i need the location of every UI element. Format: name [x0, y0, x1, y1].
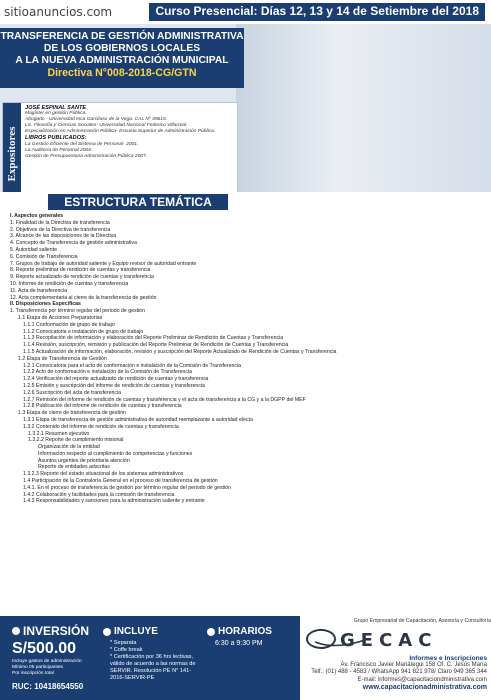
- topic-item: 1. Transferencia por término regular del periodo de gestión: [10, 308, 145, 315]
- bullet-icon: [103, 628, 111, 636]
- horario-time: 6:30 a 9:30 PM: [215, 640, 263, 647]
- expositor-line: Especialización en Administración Pública- Escuela Superior de Administración Pública.: [25, 129, 216, 135]
- topic-item: 1.3.2.3 Reporte del estado situacional de los sistemas administrativos: [23, 471, 184, 478]
- topic-item: 11. Acta de transferencia: [10, 287, 68, 294]
- topic-item: 1.2.1 Convocatoria para el acto de conformación e instalación de la Comisión de Transferencia: [23, 362, 241, 369]
- incluye-heading: [103, 626, 158, 637]
- topic-item: Información respecto al cumplimiento de competencias y funciones: [38, 450, 193, 457]
- topic-item: Reporte de entidades adscritas: [38, 464, 110, 471]
- topic-item: 1.1.1 Conformación de grupo de trabajo: [23, 321, 115, 328]
- org-name: Grupo Empresarial de Capacitación, Asesoría y Consultoría: [353, 618, 491, 624]
- bullet-icon: [207, 628, 215, 636]
- topic-item: 12. Acta complementaria al cierre de la transferencia de gestión: [10, 294, 157, 301]
- topic-item: 3. Alcance de las disposiciones de la Directiva: [10, 233, 117, 240]
- topic-item: 1.2.6 Suscripción del acta de transferencia: [23, 389, 122, 396]
- topic-item: 1.2.4 Verificación del reporte actualizado de rendición de cuentas y transferencia: [23, 376, 209, 383]
- topic-item: Asuntos urgentes de prioritaria atención: [38, 457, 130, 464]
- incluye-list: [110, 640, 205, 682]
- inversion-note: Incluye gastos de administración: [12, 659, 82, 664]
- inversion-heading: [12, 624, 89, 638]
- topic-item: 1.3.1 Etapa de transferencia de gestión administrativa de autoridad reemplazante a autoridad electa: [23, 416, 253, 423]
- expositor-name: JOSÉ ESPINAL SANTE: [25, 105, 87, 111]
- contact-info: [297, 655, 487, 691]
- topic-item: 1.4.3 Responsabilidades y sanciones para la administración saliente y entrante: [23, 498, 205, 505]
- topic-item: 4. Concepto de Transferencia de gestión administrativa: [10, 240, 137, 247]
- info-panel: [0, 616, 300, 700]
- incluye-item: * Separata: [110, 640, 137, 646]
- bullet-icon: [12, 627, 20, 635]
- expositor-line: Magíster en gestión Pública.: [25, 111, 87, 117]
- inscripciones-heading: Informes e Inscripciones: [409, 655, 487, 662]
- expositor-line: Gestión de Presupuestaria Administración Pública 2007.: [25, 153, 148, 159]
- topic-item: 1.4 Participación de la Contraloría General en el proceso de transferencia de gestión: [23, 478, 218, 485]
- header-photo: [236, 24, 491, 192]
- address: Av. Francisco Javier Mariátegui 158 Of. C. Jesús María: [340, 662, 487, 669]
- expositores-label: Expositores: [6, 126, 18, 182]
- topic-item: I. Aspectos generales: [10, 213, 64, 219]
- footer: [0, 616, 491, 700]
- topic-item: 2. Objetivos de la Directiva de transferencia: [10, 226, 111, 233]
- topic-item: 1.1.4 Revisión, suscripción, remisión y publicación del Reporte Preliminar de Rendición de Cuentas y Transferencia: [23, 342, 289, 349]
- email: E-mail: informes@capacitaciondministrativa.com: [357, 676, 487, 683]
- topic-item: 1.3 Etapa de cierre de transferencia de gestión: [18, 410, 126, 417]
- incluye-label: INCLUYE: [114, 626, 158, 637]
- topic-item: 1.1 Etapa de Acciones Preparatorias: [18, 314, 103, 321]
- header: [0, 24, 491, 192]
- topic-item: 1.3.2 Contenido del informe de rendición de cuentas y transferencia: [23, 423, 179, 430]
- topic-item: 1. Finalidad de la Directiva de transferencia: [10, 219, 110, 226]
- website-link[interactable]: www.capacitacionadministrativa.com: [362, 683, 487, 691]
- topic-item: 10. Informe de rendición de cuentas y transferencia: [10, 280, 129, 287]
- title-line-3: A LA NUEVA ADMINISTRACIÓN MUNICIPAL: [15, 55, 229, 66]
- incluye-item: * Coffe break: [110, 647, 143, 653]
- inversion-note: Mínimo 05 participantes: [12, 665, 63, 670]
- topic-item: 1.2 Etapa de Transferencia de Gestión: [18, 355, 107, 362]
- horarios-heading: [207, 626, 272, 637]
- topic-item: 9. Reporte actualizado de rendición de cuentas y transferencia: [10, 274, 154, 281]
- topic-item: 1.3.2.1 Resumen ejecutivo: [28, 430, 90, 437]
- topic-item: 1.2.7 Remisión del informe de rendición de cuentas y transferencia y el acta de transferencia a la CG y a la DGPP del MEF: [23, 396, 306, 403]
- topic-item: II. Disposiciones Específicas: [10, 301, 81, 308]
- inversion-notes: [12, 659, 100, 677]
- expositores-tag: [3, 103, 21, 192]
- incluye-item: * Certificación por 36 hrs lectivas, válido de acuerdo a las normas de SERVIR. Resolución PE N° 141-2016-SERVIR-PE: [110, 654, 196, 681]
- topic-item: 1.4.1. En el proceso de transferencia de gestión por término regular del periodo de gestión: [23, 484, 231, 491]
- topic-item: 1.1.3 Recopilación de información y elaboración del Reporte Preliminar de Rendición de Cuentas y Transferencia: [23, 335, 284, 342]
- title-line-2: DE LOS GOBIERNOS LOCALES: [43, 43, 201, 54]
- top-bar: [0, 0, 491, 24]
- expositor-line: Abogado - Universidad Inca Garcilaso de la Vega. CAL Nº 49615.: [25, 117, 168, 123]
- estructura-heading: ESTRUCTURA TEMÁTICA: [48, 194, 228, 210]
- logo-text: GECAC: [340, 630, 438, 651]
- directive-number: Directiva N°008-2018-CG/GTN: [47, 67, 197, 79]
- topic-item: 8. Reporte preliminar de rendición de cuentas y transferencia: [10, 267, 151, 274]
- topic-item: Organización de la entidad: [38, 444, 100, 451]
- course-date-banner: Curso Presencial: Días 12, 13 y 14 de Setiembre del 2018: [149, 3, 485, 21]
- topic-item: 5. Autoridad saliente: [10, 246, 58, 253]
- ruc: RUC: 10418654550: [12, 682, 84, 691]
- topic-item: 1.1.5 Actualización de información, elaboración, revisión y suscripción del Reporte Actualizado de Rendición de Cuentas y Transferencia: [23, 348, 337, 355]
- expositor-line: La Gestión Eficiente del Sistema de Personal- 2001.: [25, 141, 139, 147]
- expositores-box: [2, 102, 238, 192]
- topic-item: 1.2.8 Publicación del informe de rendición de cuentas y transferencia: [23, 403, 182, 410]
- topic-item: 1.1.2 Convocatoria e instalación de grupo de trabajo: [23, 328, 144, 335]
- inversion-label: INVERSIÓN: [23, 624, 90, 638]
- topic-item: 1.3.2.2 Reporte de cumplimiento misional: [28, 437, 124, 444]
- topic-item: 6. Comisión de Transferencia: [10, 253, 78, 260]
- inversion-note: Por inscripción total: [12, 671, 54, 676]
- books-heading: LIBROS PUBLICADOS:: [25, 135, 87, 142]
- expositor-line: Lic. Filosofía y Ciencias Sociales- Universidad Nacional Federico Villarreal.: [25, 123, 188, 129]
- topic-item: 1.4.2 Colaboración y facilidades para la comisión de transferencia: [23, 491, 175, 498]
- topic-item: 1.2.5 Emisión y suscripción del informe de rendición de cuentas y transferencia: [23, 382, 205, 389]
- estructura-list: [10, 213, 490, 505]
- expositor-line: La Auditoría de Personal 2004.: [25, 147, 93, 153]
- title-box: [0, 28, 244, 88]
- title-line-1: TRANSFERENCIA DE GESTIÓN ADMINISTRATIVA: [0, 31, 244, 42]
- price: S/500.00: [12, 640, 77, 657]
- topic-item: 7. Grupos de trabajo de autoridad saliente y Equipo revisor de autoridad entrante: [10, 260, 197, 267]
- phones: Telf.: (01) 488 - 4583 / WhatsApp 941 821 978/ Claro 949 365 344: [311, 669, 487, 676]
- horarios-label: HORARIOS: [218, 626, 272, 637]
- topic-item: 1.2.2 Acto de conformación e instalación de la Comisión de Transferencia: [23, 369, 192, 376]
- site-watermark: sitioanuncios.com: [4, 5, 113, 19]
- expositor-details: [25, 105, 237, 160]
